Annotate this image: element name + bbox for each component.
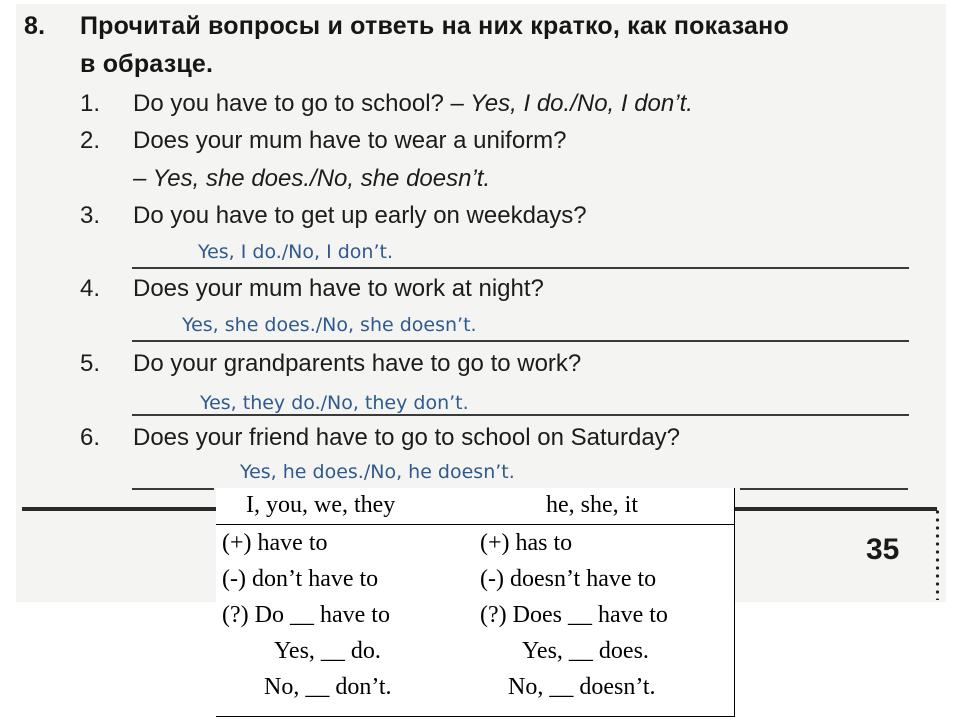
- affirmative-singular: (+) has to: [480, 530, 573, 556]
- affirmative-plural: (+) have to: [222, 530, 328, 556]
- question-2-example-answer: – Yes, she does./No, she doesn’t.: [133, 165, 491, 192]
- question-2-text: Does your mum have to wear a uniform?: [133, 127, 567, 154]
- short-yes-plural: Yes, __ do.: [274, 638, 381, 664]
- answer-line-6-right: [740, 488, 908, 490]
- question-3-text: Do you have to get up early on weekdays?: [133, 202, 587, 229]
- question-4-number: 4.: [80, 275, 101, 302]
- question-4-answer: Yes, she does./No, she doesn’t.: [182, 314, 477, 336]
- page-number: 35: [866, 533, 900, 566]
- answer-line-6-left: [132, 488, 214, 490]
- question-3-answer: Yes, I do./No, I don’t.: [198, 241, 394, 263]
- question-6-number: 6.: [80, 424, 101, 451]
- question-singular: (?) Does __ have to: [480, 602, 668, 628]
- answer-line-3: [132, 267, 909, 269]
- answer-line-5: [132, 414, 909, 416]
- exercise-title-line1: Прочитай вопросы и ответь на них кратко, как показано: [80, 12, 789, 40]
- grammar-reference-table: [216, 488, 735, 717]
- exercise-number: 8.: [24, 12, 46, 40]
- short-yes-singular: Yes, __ does.: [522, 638, 649, 664]
- short-no-singular: No, __ doesn’t.: [508, 674, 656, 700]
- question-3-number: 3.: [80, 202, 101, 229]
- header-singular-pronouns: he, she, it: [546, 492, 638, 518]
- negative-singular: (-) doesn’t have to: [480, 566, 657, 592]
- answer-line-4: [132, 340, 909, 342]
- short-no-plural: No, __ don’t.: [264, 674, 392, 700]
- question-5-text: Do your grandparents have to go to work?: [133, 350, 582, 377]
- grammar-table-header: [216, 488, 734, 525]
- negative-plural: (-) don’t have to: [222, 566, 379, 592]
- question-4-text: Does your mum have to work at night?: [133, 275, 544, 302]
- question-1-example-answer: Yes, I do./No, I don’t.: [463, 90, 693, 117]
- exercise-title-line2: в образце.: [80, 50, 214, 78]
- question-2-number: 2.: [80, 127, 101, 154]
- page-perforation-dots: [935, 508, 940, 600]
- question-5-number: 5.: [80, 350, 101, 377]
- question-6-text: Does your friend have to go to school on Saturday?: [133, 424, 681, 451]
- question-5-answer: Yes, they do./No, they don’t.: [200, 392, 469, 414]
- header-plural-pronouns: I, you, we, they: [246, 492, 396, 518]
- question-6-answer: Yes, he does./No, he doesn’t.: [240, 461, 515, 483]
- question-1: [133, 90, 693, 118]
- question-1-number: 1.: [80, 90, 101, 117]
- question-1-text: Do you have to go to school? –: [133, 90, 464, 117]
- question-plural: (?) Do __ have to: [222, 602, 390, 628]
